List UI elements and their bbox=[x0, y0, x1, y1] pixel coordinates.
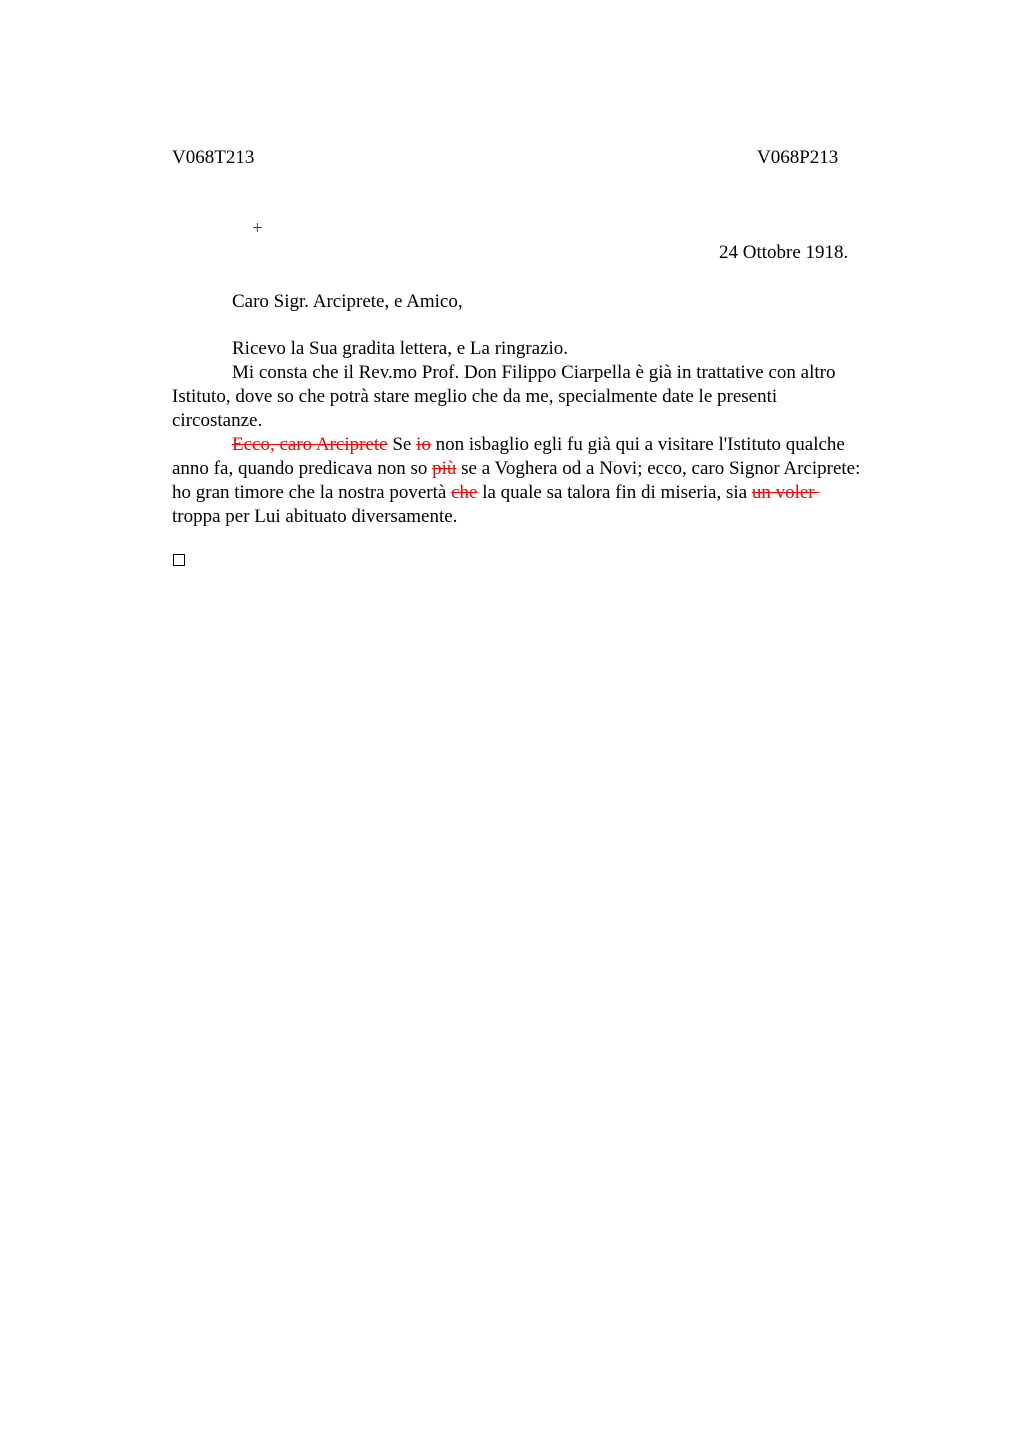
paragraph-3-line-4: troppa per Lui abituato diversamente. bbox=[172, 506, 458, 527]
deleted-text: un voler bbox=[751, 482, 820, 503]
paragraph-1-line-1: Ricevo la Sua gradita lettera, e La ringrazio. bbox=[232, 338, 569, 359]
document-code-left: V068T213 bbox=[172, 147, 255, 168]
paragraph-3-line-1 bbox=[172, 433, 932, 457]
letter-body bbox=[172, 337, 932, 529]
deleted-text: io bbox=[416, 434, 431, 455]
deleted-text: Ecco, caro Arciprete bbox=[232, 434, 388, 455]
text-run: anno fa, quando predicava non so bbox=[172, 458, 433, 479]
text-run: non isbaglio egli fu già qui a visitare l'Istituto qualche bbox=[430, 434, 845, 455]
deleted-text: che bbox=[451, 482, 478, 503]
text-run: Se bbox=[387, 434, 417, 455]
text-run: se a Voghera od a Novi; ecco, caro Signor Arciprete: bbox=[456, 458, 861, 479]
text-run: ho gran timore che la nostra povertà bbox=[172, 482, 452, 503]
paragraph-2-line-3: circostanze. bbox=[172, 410, 263, 431]
letter-date: 24 Ottobre 1918. bbox=[719, 242, 849, 263]
text-run: la quale sa talora fin di miseria, sia bbox=[477, 482, 752, 503]
cross-mark: + bbox=[252, 218, 263, 239]
deleted-text: più bbox=[432, 458, 457, 479]
paragraph-3-line-2 bbox=[172, 457, 932, 481]
checkbox-square[interactable] bbox=[173, 554, 185, 566]
salutation: Caro Sigr. Arciprete, e Amico, bbox=[232, 291, 463, 312]
paragraph-2-line-1: Mi consta che il Rev.mo Prof. Don Filippo Ciarpella è già in trattative con altro bbox=[232, 362, 836, 383]
paragraph-2-line-2: Istituto, dove so che potrà stare meglio che da me, specialmente date le presenti bbox=[172, 386, 778, 407]
paragraph-3-line-3 bbox=[172, 481, 932, 505]
document-code-right: V068P213 bbox=[757, 147, 839, 168]
